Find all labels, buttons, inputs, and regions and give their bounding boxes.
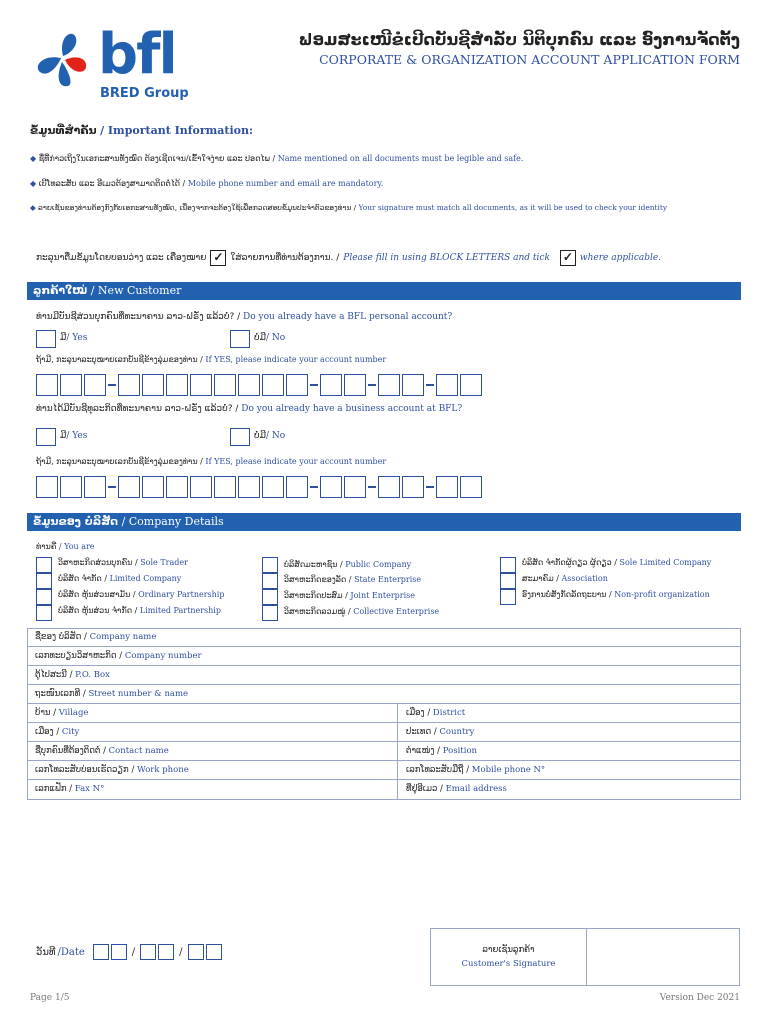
fax-email-row bbox=[27, 780, 741, 799]
instruction-en-2: where applicable. bbox=[579, 253, 662, 263]
signature-lao: ລາຍເຊັນລູກຄ້າ bbox=[482, 945, 535, 955]
collective-enterprise-lao: ວິສາຫະກິດລວມໝູ່ / bbox=[284, 607, 351, 616]
q2-lao: ທ່ານໄດ້ມີບັນຊີທຸລະກິດທີ່ທະນາຄານ ລາວ-ຝຣັ່ງ ແລ້ວບໍ່? / bbox=[36, 404, 239, 414]
state-enterprise-lao: ວິສາຫະກິດຂອງລັດ / bbox=[284, 575, 352, 584]
limited-company-checkbox[interactable] bbox=[36, 573, 52, 589]
date-sep-2: / bbox=[179, 946, 183, 958]
q2-label bbox=[36, 404, 462, 414]
bfl-logo bbox=[28, 24, 203, 106]
q2-no-label bbox=[254, 431, 285, 441]
limited-partnership-en: Limited Partnership bbox=[139, 606, 221, 615]
q1-yes-lao: ມີ bbox=[60, 333, 67, 343]
sole-trader-checkbox[interactable] bbox=[36, 557, 52, 573]
new-customer-bar bbox=[27, 282, 741, 300]
you-are-label bbox=[36, 542, 95, 551]
important-heading bbox=[30, 124, 253, 137]
title-en: CORPORATE & ORGANIZATION ACCOUNT APPLICATION FORM bbox=[319, 52, 740, 67]
important-item-1: ◆ ຊື່ທີ່ກ່າວເຖິງໃນເອກະສານທັງໝົດ ຕ້ອງເຊີດເຈນ/ເຂົ້າໃຈງ່າຍ ແລະ ປອດໄພ / Name mentioned on all documents must be legible and safe. bbox=[30, 154, 524, 163]
q1-yes-label bbox=[60, 333, 87, 343]
limited-company-lao: ບໍລິສັດ ຈໍາກັດ / bbox=[58, 574, 108, 583]
non-profit-lao: ອົງການບໍ່ສັງກັດລັດຖະບານ / bbox=[522, 590, 612, 599]
q2-no-en: / No bbox=[265, 431, 286, 441]
new-customer-heading-lao: ລູກຄ້າໃໝ່ bbox=[33, 284, 88, 297]
public-company-checkbox[interactable] bbox=[262, 557, 278, 573]
important-heading-lao: ຂໍ້ມູນທີ່ສໍາຄັນ bbox=[30, 124, 97, 137]
date-year-1[interactable] bbox=[188, 944, 204, 960]
q2-yes-lao: ມີ bbox=[60, 431, 67, 441]
company-number-lao: ເລກທະບຽນວິສາຫະກິດ / bbox=[35, 651, 123, 661]
limited-partnership-label bbox=[58, 606, 221, 615]
district-en: District bbox=[432, 708, 466, 718]
date-lao: ວັນທີ bbox=[36, 946, 56, 958]
date-day-1[interactable] bbox=[93, 944, 109, 960]
instruction-en: Please fill in using BLOCK LETTERS and tick bbox=[343, 253, 550, 263]
version-label: Version Dec 2021 bbox=[659, 993, 740, 1003]
date-field bbox=[36, 944, 222, 960]
q2-en: Do you already have a business account at BFL? bbox=[241, 404, 463, 414]
company-number-en: Company number bbox=[124, 651, 202, 661]
limited-partnership-lao: ບໍລິສັດ ຫຸ້ນສ່ວນ ຈໍາກັດ / bbox=[58, 606, 138, 615]
sole-trader-label bbox=[58, 558, 188, 567]
instruction-line bbox=[36, 250, 661, 266]
city-field[interactable] bbox=[35, 727, 79, 737]
village-en: Village bbox=[58, 708, 89, 718]
association-checkbox[interactable] bbox=[500, 573, 516, 589]
street-en: Street number & name bbox=[88, 689, 189, 699]
ordinary-partnership-lao: ບໍລິສັດ ຫຸ້ນສ່ວນສາມັນ / bbox=[58, 590, 136, 599]
company-name-en: Company name bbox=[89, 632, 157, 642]
instruction-lao-2: ໃສ່ລາຍການທີ່ທ່ານຕ້ອງການ. / bbox=[230, 253, 340, 263]
country-field[interactable] bbox=[397, 723, 474, 742]
position-en: Position bbox=[442, 746, 478, 756]
page-number: Page 1/5 bbox=[30, 993, 70, 1003]
po-box-field[interactable] bbox=[27, 666, 741, 685]
email-lao: ທີ່ຢູ່ອີເມວ / bbox=[406, 784, 443, 794]
date-en: /Date bbox=[57, 946, 85, 958]
flower-logo-icon bbox=[28, 26, 98, 96]
you-are-lao: ທ່ານຄື bbox=[36, 542, 57, 551]
ordinary-partnership-checkbox[interactable] bbox=[36, 589, 52, 605]
country-lao: ປະເທດ / bbox=[406, 727, 437, 737]
sole-trader-lao: ວິສາຫະກິດສ່ວນບຸກຄົນ / bbox=[58, 558, 138, 567]
q1-lao: ທ່ານມີບັນຊີສ່ວນບຸກຄົນທີ່ທະນາຄານ ລາວ-ຝຣັ່ງ ແລ້ວບໍ່? / bbox=[36, 312, 241, 322]
q2-yes-label bbox=[60, 431, 87, 441]
tick-icon: ✓ bbox=[210, 250, 226, 266]
joint-enterprise-checkbox[interactable] bbox=[262, 589, 278, 605]
important-item-2-en: Mobile phone number and email are mandatory. bbox=[187, 179, 384, 188]
position-lao: ຕໍາແໜ່ງ / bbox=[406, 746, 441, 756]
limited-partnership-checkbox[interactable] bbox=[36, 605, 52, 621]
tick-icon-2: ✓ bbox=[560, 250, 576, 266]
email-en: Email address bbox=[445, 784, 507, 794]
company-details-bar bbox=[27, 513, 741, 531]
mobile-phone-lao: ເລກໂທລະສັບມືຖື / bbox=[406, 765, 470, 775]
fax-en: Fax N° bbox=[74, 784, 105, 794]
logo-group: BRED Group bbox=[100, 86, 189, 101]
district-lao: ເມືອງ / bbox=[406, 708, 431, 718]
company-name-lao: ຊື່ຂອງ ບໍລິສັດ / bbox=[35, 632, 87, 642]
street-lao: ຖະໜົນເລກທີ / bbox=[35, 689, 86, 699]
public-company-label bbox=[284, 560, 411, 569]
mobile-phone-field[interactable] bbox=[397, 761, 545, 780]
sole-trader-en: Sole Trader bbox=[140, 558, 188, 567]
company-heading-en: / Company Details bbox=[121, 515, 224, 528]
q2-yes-checkbox[interactable] bbox=[36, 428, 56, 446]
sole-limited-company-en: Sole Limited Company bbox=[619, 558, 712, 567]
non-profit-en: Non-profit organization bbox=[614, 590, 710, 599]
q2-no-lao: ບໍ່ມີ bbox=[254, 431, 266, 441]
state-enterprise-checkbox[interactable] bbox=[262, 573, 278, 589]
collective-enterprise-label bbox=[284, 607, 439, 616]
important-item-2: ◆ ເບີໂທລະສັບ ແລະ ອີເມວຕ້ອງສາມາດຕິດຕໍ່ໄດ້ / Mobile phone number and email are mandatory. bbox=[30, 179, 384, 188]
company-heading-lao: ຂໍ້ມູນຂອງ ບໍລິສັດ bbox=[33, 515, 119, 528]
q1-yes-en: / Yes bbox=[66, 333, 88, 343]
q1-no-lao: ບໍ່ມີ bbox=[254, 333, 266, 343]
you-are-en: / You are bbox=[58, 542, 95, 551]
logo-brand: bfl bbox=[98, 22, 176, 87]
public-company-en: Public Company bbox=[345, 560, 412, 569]
signature-label bbox=[431, 945, 586, 969]
q1-no-en: / No bbox=[265, 333, 286, 343]
email-field[interactable] bbox=[397, 780, 507, 799]
phone-row bbox=[27, 761, 741, 780]
q1-ifyes-label bbox=[36, 355, 386, 364]
date-month-2[interactable] bbox=[158, 944, 174, 960]
company-number-field[interactable] bbox=[27, 647, 741, 666]
work-phone-en: Work phone bbox=[137, 765, 189, 775]
contact-name-en: Contact name bbox=[108, 746, 169, 756]
q2-yes-en: / Yes bbox=[66, 431, 88, 441]
association-en: Association bbox=[561, 574, 608, 583]
joint-enterprise-en: Joint Enterprise bbox=[350, 591, 416, 600]
po-box-en: P.O. Box bbox=[75, 670, 110, 680]
association-label bbox=[522, 574, 608, 583]
important-heading-en: / Important Information: bbox=[100, 124, 254, 137]
date-sep-1: / bbox=[131, 946, 136, 958]
title-lao: ຟອມສະເໜີຂໍເປີດບັນຊີສໍາລັບ ນິຕິບຸກຄົນ ແລະ ອົງການຈັດຕັ້ງ bbox=[298, 30, 740, 49]
sole-limited-company-checkbox[interactable] bbox=[500, 557, 516, 573]
mobile-phone-en: Mobile phone N° bbox=[471, 765, 546, 775]
date-day-2[interactable] bbox=[111, 944, 127, 960]
new-customer-heading-en: / New Customer bbox=[90, 284, 182, 297]
village-lao: ບ້ານ / bbox=[35, 708, 57, 718]
state-enterprise-label bbox=[284, 575, 421, 584]
position-field[interactable] bbox=[397, 742, 477, 761]
joint-enterprise-label bbox=[284, 591, 415, 600]
limited-company-label bbox=[58, 574, 181, 583]
q1-no-checkbox[interactable] bbox=[230, 330, 250, 348]
street-field[interactable] bbox=[27, 685, 741, 704]
personal-account-number-input[interactable] bbox=[36, 374, 484, 396]
q1-label bbox=[36, 312, 452, 322]
collective-enterprise-checkbox[interactable] bbox=[262, 605, 278, 621]
public-company-lao: ບໍລິສັດມະຫາຊົນ / bbox=[284, 560, 343, 569]
important-item-1-en: Name mentioned on all documents must be legible and safe. bbox=[277, 154, 524, 163]
work-phone-field[interactable] bbox=[35, 765, 189, 775]
business-account-number-input[interactable] bbox=[36, 476, 484, 498]
country-en: Country bbox=[439, 727, 475, 737]
date-year-2[interactable] bbox=[206, 944, 222, 960]
q1-ifyes-en: If YES, please indicate your account number bbox=[205, 355, 387, 364]
non-profit-label bbox=[522, 590, 710, 599]
contact-name-field[interactable] bbox=[35, 746, 169, 756]
q2-no-checkbox[interactable] bbox=[230, 428, 250, 446]
district-field[interactable] bbox=[397, 704, 465, 723]
contact-position-row bbox=[27, 742, 741, 761]
important-item-3-lao: ລາຍເຊັນຂອງທ່ານຕ້ອງກົງກັບເອກະສານທັງໝົດ, ເນື່ອງຈາກຈະຕ້ອງໃຊ້ເພື່ອກວດສອບຂໍ້ມູນປະຈໍາຕົວຂອງທ່ານ / bbox=[38, 203, 357, 212]
q2-ifyes-en: If YES, please indicate your account number bbox=[205, 457, 387, 466]
important-item-1-lao: ຊື່ທີ່ກ່າວເຖິງໃນເອກະສານທັງໝົດ ຕ້ອງເຊີດເຈນ/ເຂົ້າໃຈງ່າຍ ແລະ ປອດໄພ / bbox=[38, 154, 276, 163]
sole-limited-company-label bbox=[522, 558, 711, 567]
sole-limited-company-lao: ບໍລິສັດ ຈໍາກັດຜູ້ດຽວ ຜູ້ດຽວ / bbox=[522, 558, 617, 567]
important-item-2-lao: ເບີໂທລະສັບ ແລະ ອີເມວຕ້ອງສາມາດຕິດຕໍ່ໄດ້ / bbox=[38, 179, 186, 188]
collective-enterprise-en: Collective Enterprise bbox=[353, 607, 440, 616]
signature-en: Customer's Signature bbox=[461, 959, 556, 969]
association-lao: ສະມາຄົມ / bbox=[522, 574, 559, 583]
city-lao: ເມືອງ / bbox=[35, 727, 60, 737]
city-country-row bbox=[27, 723, 741, 742]
non-profit-checkbox[interactable] bbox=[500, 589, 516, 605]
company-name-field[interactable] bbox=[27, 628, 741, 647]
fax-field[interactable] bbox=[35, 784, 104, 794]
signature-divider bbox=[586, 929, 587, 985]
po-box-lao: ຕູ້ໄປສະນີ / bbox=[35, 670, 73, 680]
q1-ifyes-lao: ຖ້າມີ, ກະລຸນາລະບຸໝາຍເລກບັນຊີຂ້າງລຸ່ມຂອງທ່ານ / bbox=[36, 355, 203, 364]
city-en: City bbox=[61, 727, 80, 737]
important-item-3-en: Your signature must match all documents, as it will be used to check your identity bbox=[358, 203, 668, 212]
ordinary-partnership-en: Ordinary Partnership bbox=[138, 590, 225, 599]
ordinary-partnership-label bbox=[58, 590, 224, 599]
contact-name-lao: ຊື່ບຸກຄົນທີ່ຕ້ອງຕິດຕໍ່ / bbox=[35, 746, 106, 756]
signature-box[interactable] bbox=[430, 928, 740, 986]
fax-lao: ເລກແຟັກ / bbox=[35, 784, 73, 794]
state-enterprise-en: State Enterprise bbox=[354, 575, 422, 584]
date-month-1[interactable] bbox=[140, 944, 156, 960]
q1-yes-checkbox[interactable] bbox=[36, 330, 56, 348]
limited-company-en: Limited Company bbox=[109, 574, 182, 583]
q2-ifyes-label bbox=[36, 457, 386, 466]
q2-ifyes-lao: ຖ້າມີ, ກະລຸນາລະບຸໝາຍເລກບັນຊີຂ້າງລຸ່ມຂອງທ່ານ / bbox=[36, 457, 203, 466]
q1-en: Do you already have a BFL personal account? bbox=[243, 312, 453, 322]
q1-no-label bbox=[254, 333, 285, 343]
joint-enterprise-lao: ວິສາຫະກິດປະສົມ / bbox=[284, 591, 348, 600]
important-item-3: ◆ ລາຍເຊັນຂອງທ່ານຕ້ອງກົງກັບເອກະສານທັງໝົດ, ເນື່ອງຈາກຈະຕ້ອງໃຊ້ເພື່ອກວດສອບຂໍ້ມູນປະຈໍາຕົວຂອງທ່ານ / Your signature must match all documents, as it will be used to check your identity bbox=[30, 203, 668, 212]
village-field[interactable] bbox=[35, 708, 88, 718]
instruction-lao: ກະລຸນາຕື່ມຂໍ້ມູນໂດຍບອນວ່າງ ແລະ ເຄື່ອງໝາຍ bbox=[36, 253, 207, 263]
work-phone-lao: ເລກໂທລະສັບບ່ອນເຮັດວຽກ / bbox=[35, 765, 135, 775]
village-district-row bbox=[27, 704, 741, 723]
